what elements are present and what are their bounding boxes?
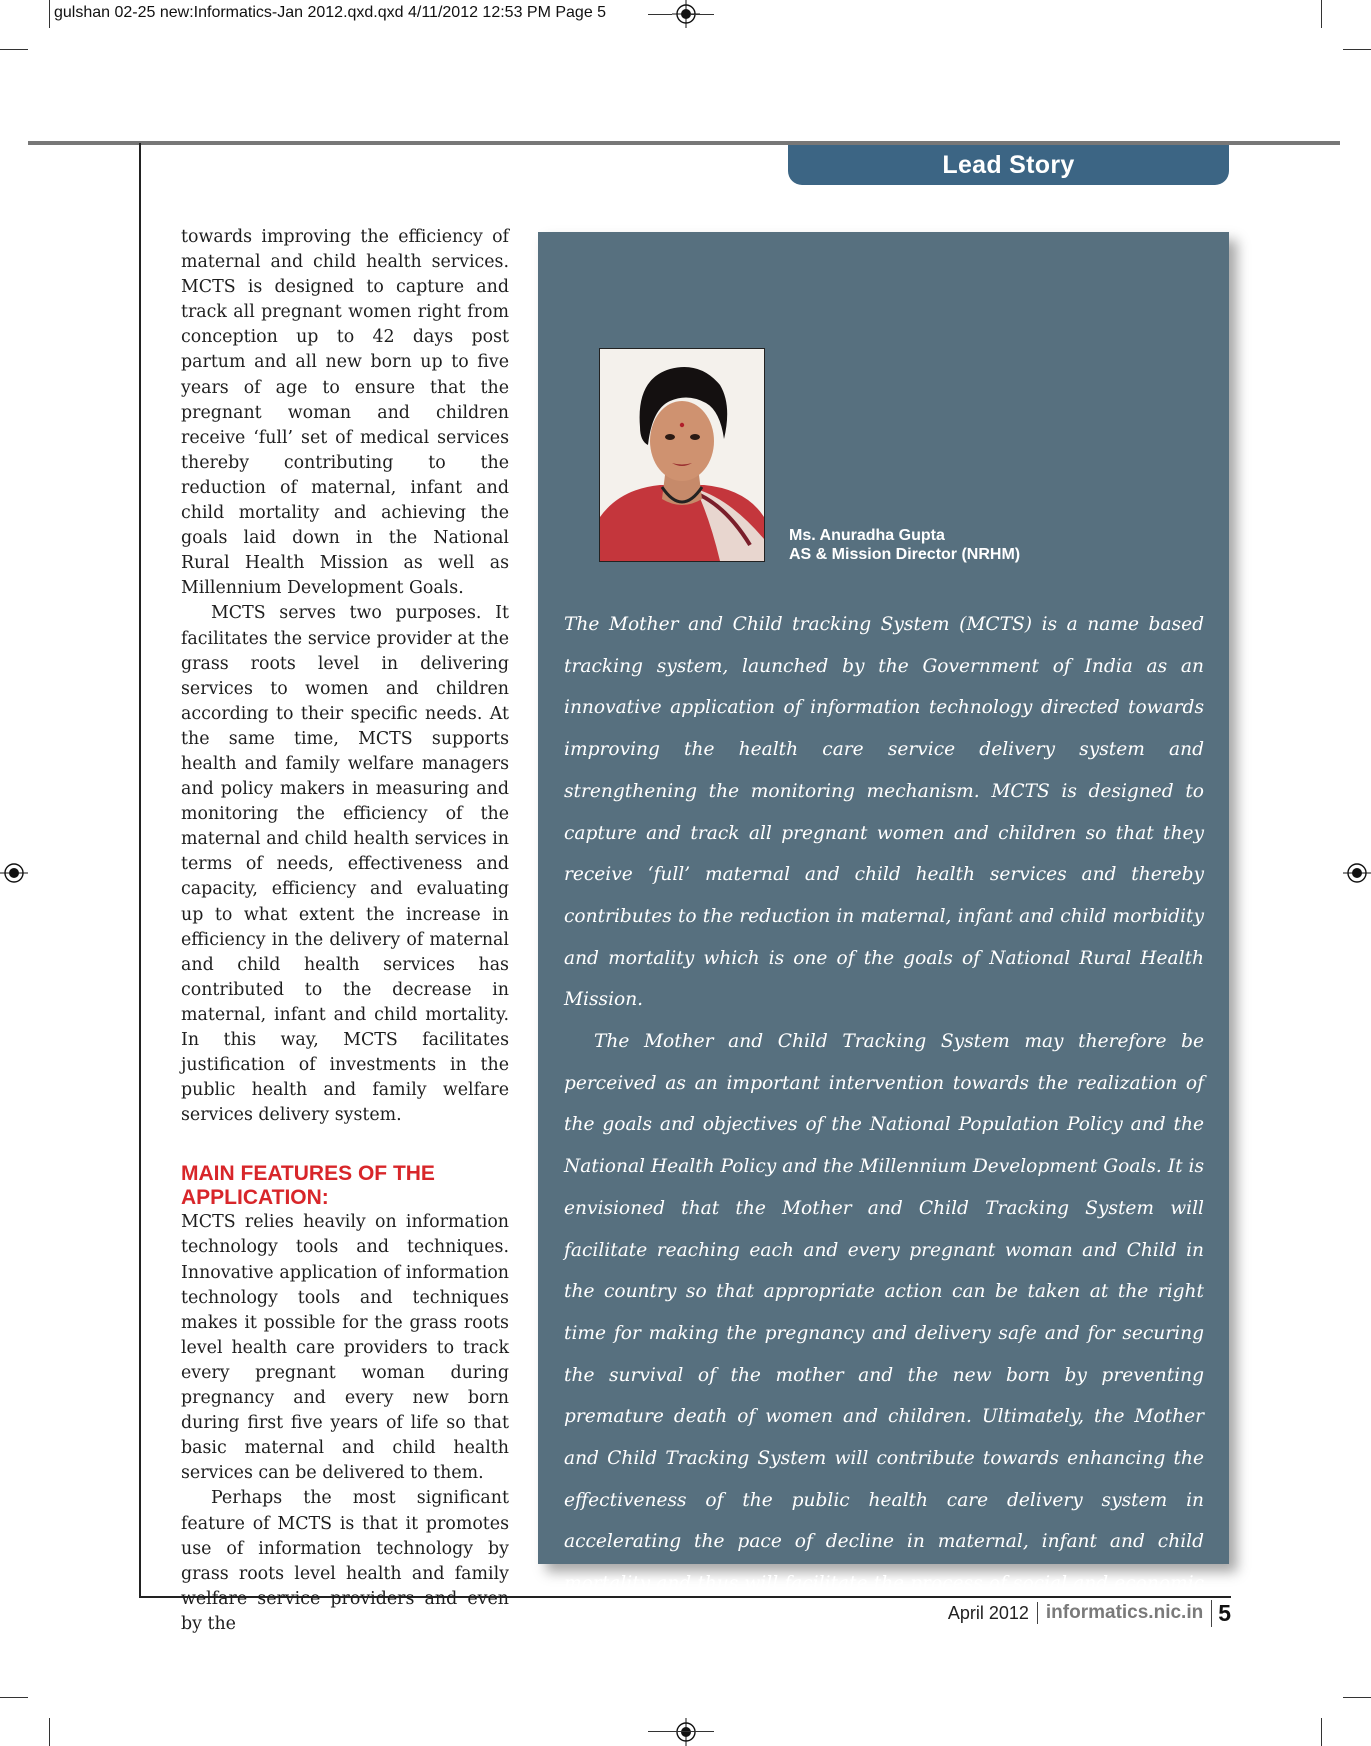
crop-mark (0, 49, 28, 50)
crop-line (648, 14, 672, 15)
registration-mark-bottom-icon (672, 1718, 700, 1746)
page-number: 5 (1211, 1600, 1231, 1627)
section-title: Lead Story (942, 150, 1075, 179)
article-paragraph: MCTS relies heavily on information technology tools and techniques. Innovative application of information technology tools and techniques makes it possible for the grass roots level health care providers to track every pregnant woman during pregnancy and every new born during first five years of life so that basic maternal and child health services can be delivered to them. (181, 1212, 509, 1484)
crop-line (648, 1731, 714, 1732)
message-paragraph: The Mother and Child tracking System (MCTS) is a name based tracking system, launched by the Government of India as an innovative application of information technology directed towards improving the health care service delivery system and strengthening the monitoring mechanism. MCTS is designed to capture and track all pregnant women and children so that they receive ‘full’ maternal and child health services and thereby contributes to the reduction in maternal, infant and child morbidity and mortality which is one of the goals of National Rural Health Mission. (564, 614, 1204, 1011)
page-footer (948, 1598, 1231, 1628)
issue-date: April 2012 (947, 1602, 1029, 1623)
article-column (181, 225, 509, 1637)
photo-caption (789, 526, 1020, 564)
article-paragraph: Perhaps the most significant feature of MCTS is that it promotes use of information technology by grass roots level health and family welfare service providers and even by the (181, 1488, 509, 1634)
crop-mark (1343, 49, 1371, 50)
crop-mark (1343, 1697, 1371, 1698)
section-heading: MAIN FEATURES OF THE APPLICATION: (181, 1162, 435, 1210)
registration-mark-left-icon (0, 859, 28, 887)
article-paragraph: towards improving the efficiency of maternal and child health services. MCTS is designed to capture and track all pregnant women right from conception up to 42 days post partum and all new born up to five years of age to ensure that the pregnant woman and children receive ‘full’ set of medical services thereby contributing to the reduction of maternal, infant and child mortality and achieving the goals laid down in the National Rural Health Mission as well as Millennium Development Goals. (181, 227, 509, 599)
crop-mark (1321, 1718, 1322, 1746)
portrait-image (600, 349, 764, 561)
registration-mark-right-icon (1343, 859, 1371, 887)
crop-line (690, 14, 714, 15)
crop-mark (1321, 0, 1322, 28)
message-paragraph: The Mother and Child Tracking System may therefore be perceived as an important intervention towards the realization of the goals and objectives of the National Population Policy and the National Health Policy and the Millennium Development Goals. It is envisioned that the Mother and Child Tracking System will facilitate reaching each and every pregnant woman and Child in the country so that appropriate action can be taken at the right time for making the pregnancy and delivery safe and for securing the survival of the mother and the new born by preventing premature death of women and children. Ultimately, the Mother and Child Tracking System will contribute towards enhancing the effectiveness of the public health care delivery system in accelerating the pace of decline in maternal, infant and child mortality and thus will facilitate the process of social and economic development of the country. (564, 1031, 1204, 1636)
crop-mark (0, 1697, 28, 1698)
printer-slug: gulshan 02-25 new:Informatics-Jan 2012.qxd.qxd 4/11/2012 12:53 PM Page 5 (54, 4, 607, 21)
person-designation: AS & Mission Director (NRHM) (789, 546, 1021, 563)
crop-mark (49, 0, 50, 28)
message-text (564, 604, 1204, 1647)
portrait-photo (599, 348, 765, 562)
person-name: Ms. Anuradha Gupta (789, 527, 945, 544)
section-tab (788, 145, 1229, 185)
article-paragraph: MCTS serves two purposes. It facilitates the service provider at the grass roots level in delivering services to women and children according to their specific needs. At the same time, MCTS supports health and family welfare managers and policy makers in measuring and monitoring the efficiency of the maternal and child health services in terms of needs, effectiveness and capacity, efficiency and evaluating up to what extent the increase in efficiency in the delivery of maternal and child health services has contributed to the decrease in maternal, infant and child mortality. In this way, MCTS facilitates justification of investments in the public health and family welfare services delivery system. (181, 603, 509, 1126)
website-link[interactable]: informatics.nic.in (1037, 1602, 1211, 1624)
left-rule (139, 143, 141, 1598)
crop-mark (49, 1718, 50, 1746)
